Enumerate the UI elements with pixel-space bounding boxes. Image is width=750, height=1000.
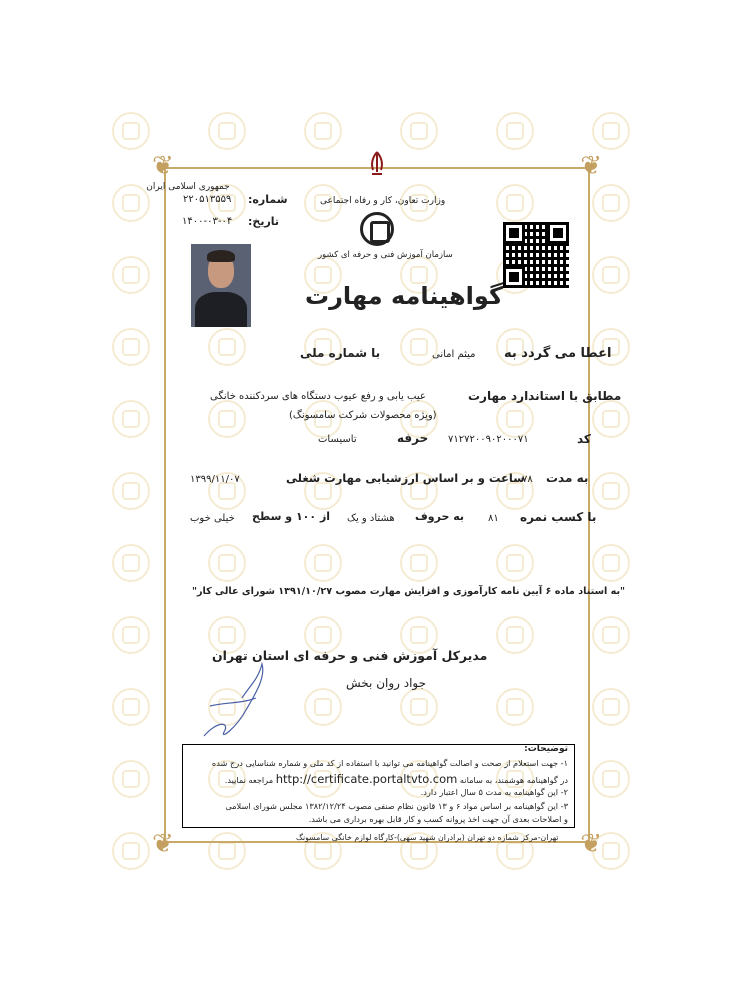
watermark-logo-icon <box>112 616 150 654</box>
footer-location: تهران-مرکز شماره دو تهران (برادران شهید سهی)-کارگاه لوازم خانگی سامسونگ <box>296 833 559 842</box>
code-label: کد <box>577 432 591 446</box>
note-line-1: ۱- جهت استعلام از صحت و اصالت گواهینامه می توانید با استفاده از کد ملی و شماره شناسایی درج شده <box>211 758 568 768</box>
score-label: با کسب نمره <box>520 510 597 524</box>
level-value: خیلی خوب <box>190 513 235 524</box>
code-value: ۷۱۲۷۲۰۰۹۰۲۰۰۰۷۱ <box>448 434 529 445</box>
ministry-label: وزارت تعاون، کار و رفاه اجتماعی <box>320 196 446 206</box>
legal-basis: "به استناد ماده ۶ آیین نامه کارآموزی و افزایش مهارت مصوب ۱۳۹۱/۱۰/۲۷ شورای عالی کار" <box>192 586 626 597</box>
duration-label: به مدت <box>546 471 589 485</box>
watermark-logo-icon <box>112 112 150 150</box>
note-line-5: و اصلاحات بعدی آن جهت اخذ پروانه کسب و کار قابل بهره برداری می باشد. <box>308 814 568 824</box>
watermark-logo-icon <box>112 256 150 294</box>
number-value: ۲۲۰۵۱۳۵۵۹ <box>183 194 232 205</box>
watermark-logo-icon <box>592 112 630 150</box>
score-words: هشتاد و یک <box>347 513 395 524</box>
certificate-url: http://certificate.portaltvto.com <box>275 772 458 786</box>
trade-value: تاسیسات <box>318 434 357 445</box>
hours-label: ساعت و بر اساس ارزشیابی مهارت شغلی <box>286 471 525 485</box>
holder-name: میثم امانی <box>432 349 476 360</box>
granted-label: اعطا می گردد به <box>504 346 612 361</box>
of-label: از ۱۰۰ و سطح <box>252 510 331 523</box>
note-line-2-end: مراجعه نمایید. <box>224 775 274 785</box>
note-line-2 <box>225 772 568 786</box>
watermark-logo-icon <box>112 760 150 798</box>
date-label: تاریخ: <box>248 215 280 228</box>
tvto-logo-icon <box>360 212 394 246</box>
holder-photo <box>191 244 251 327</box>
organization-label: سازمان آموزش فنی و حرفه ای کشور <box>318 250 453 260</box>
duration-value: ۷۸ <box>522 474 533 485</box>
watermark-logo-icon <box>208 112 246 150</box>
signatory-title: مدیرکل آموزش فنی و حرفه ای استان تهران <box>212 648 488 663</box>
national-id-label: با شماره ملی <box>300 346 381 360</box>
iran-emblem-icon <box>366 150 388 178</box>
republic-label: جمهوری اسلامی ایران <box>146 182 230 192</box>
trade-label: حرفه <box>397 431 429 445</box>
signature <box>196 658 276 746</box>
certificate-title: گواهینامه مهارت <box>305 282 503 310</box>
watermark-logo-icon <box>112 544 150 582</box>
note-line-3: ۲- این گواهینامه به مدت ۵ سال اعتبار دارد. <box>420 787 568 797</box>
in-words-label: به حروف <box>415 510 465 523</box>
notes-box <box>182 744 575 828</box>
watermark-logo-icon <box>496 112 534 150</box>
qr-code <box>503 222 569 288</box>
note-line-4: ۳- این گواهینامه بر اساس مواد ۶ و ۱۳ قانون نظام صنفی مصوب ۱۳۸۲/۱۲/۲۴ مجلس شورای اسلامی <box>225 801 568 811</box>
standard-line1: عیب یابی و رفع عیوب دستگاه های سردکننده خانگی <box>210 391 426 402</box>
watermark-logo-icon <box>112 328 150 366</box>
number-label: شماره: <box>248 193 288 206</box>
watermark-logo-icon <box>112 688 150 726</box>
watermark-logo-icon <box>304 112 342 150</box>
notes-heading: توضیحات: <box>524 744 568 754</box>
eval-date: ۱۳۹۹/۱۱/۰۷ <box>190 474 240 485</box>
standard-label: مطابق با استاندارد مهارت <box>468 389 622 403</box>
note-line-2-start: در گواهینامه هوشمند، به سامانه <box>459 775 568 785</box>
standard-line2: (ویژه محصولات شرکت سامسونگ) <box>289 410 437 421</box>
watermark-logo-icon <box>400 112 438 150</box>
date-value: ۱۴۰۰-۰۳-۰۴ <box>182 216 233 227</box>
certificate-frame: ❦ ❦ ❦ ❦ <box>152 151 602 859</box>
score-value: ۸۱ <box>488 513 499 524</box>
watermark-logo-icon <box>112 472 150 510</box>
watermark-logo-icon <box>112 832 150 870</box>
watermark-logo-icon <box>112 400 150 438</box>
signatory-name: جواد روان بخش <box>346 676 427 690</box>
